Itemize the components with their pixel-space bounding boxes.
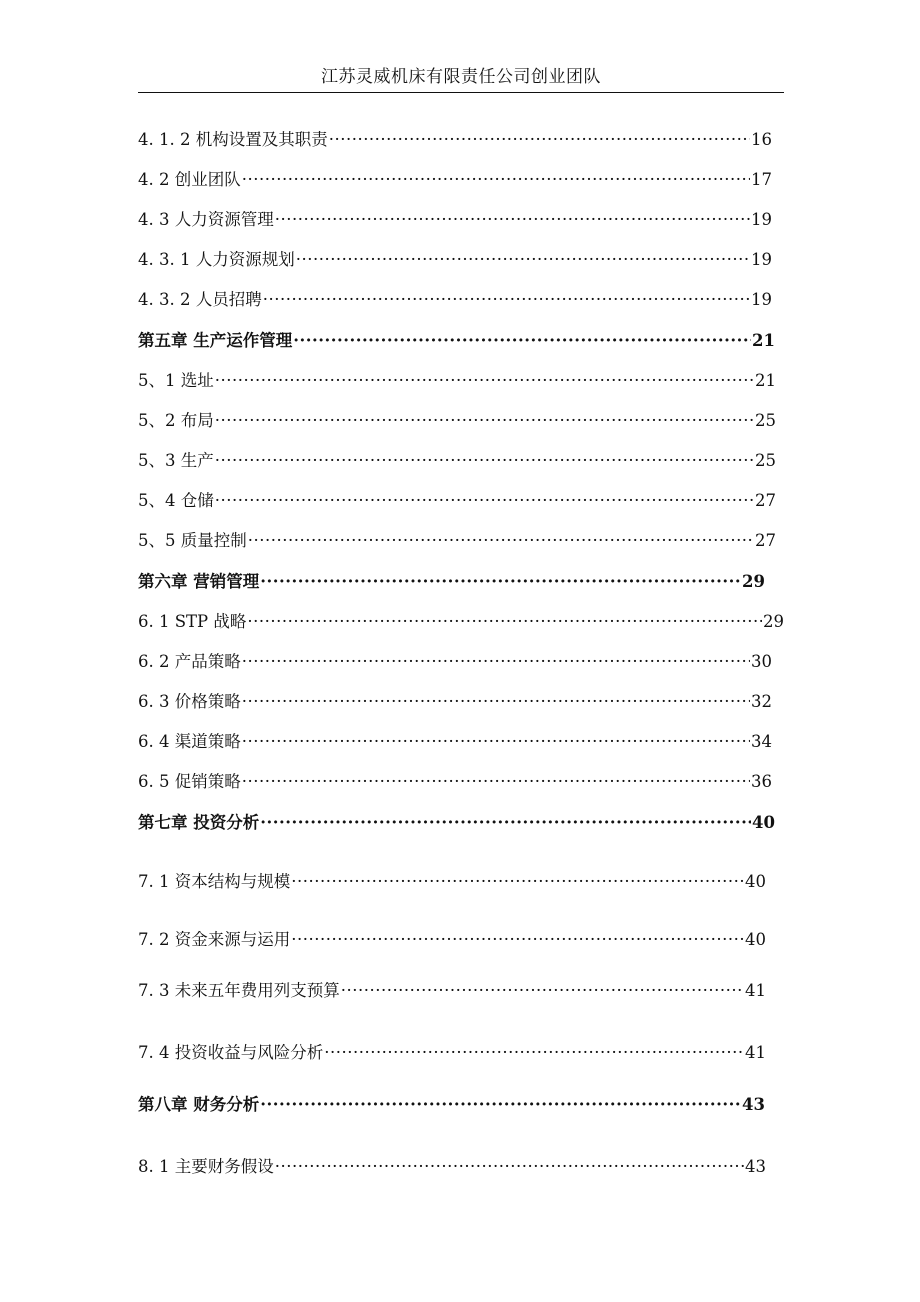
toc-entry-page-number: 27 — [755, 491, 776, 510]
toc-entry-label: 6. 3 价格策略 — [138, 692, 241, 711]
toc-entry-label: 5、5 质量控制 — [138, 531, 247, 550]
toc-leader-dots — [329, 129, 750, 151]
toc-entry-page-number: 25 — [755, 411, 776, 430]
toc-entry[interactable] — [138, 129, 772, 151]
toc-entry-label: 7. 2 资金来源与运用 — [138, 930, 291, 949]
toc-chapter-entry[interactable] — [138, 571, 765, 593]
toc-entry-label: 4. 2 创业团队 — [138, 170, 241, 189]
toc-leader-dots — [260, 1094, 741, 1116]
toc-entry[interactable] — [138, 370, 776, 392]
toc-entry-label: 第七章 投资分析 — [138, 813, 260, 832]
toc-leader-dots — [291, 929, 744, 951]
toc-entry-page-number: 27 — [755, 531, 776, 550]
toc-entry-label: 8. 1 主要财务假设 — [138, 1157, 274, 1176]
toc-leader-dots — [215, 450, 754, 472]
toc-entry[interactable] — [138, 980, 766, 1002]
toc-entry[interactable] — [138, 410, 776, 432]
toc-entry-page-number: 21 — [755, 371, 776, 390]
toc-entry[interactable] — [138, 1042, 766, 1064]
toc-chapter-entry[interactable] — [138, 812, 775, 834]
toc-entry-page-number: 16 — [751, 130, 772, 149]
toc-leader-dots — [341, 980, 744, 1002]
toc-chapter-entry[interactable] — [138, 330, 775, 352]
toc-entry-label: 4. 3. 2 人员招聘 — [138, 290, 262, 309]
header-rule — [138, 92, 784, 93]
toc-entry-label: 7. 1 资本结构与规模 — [138, 872, 291, 891]
toc-leader-dots — [242, 651, 750, 673]
toc-entry-label: 第六章 营销管理 — [138, 572, 260, 591]
toc-entry-page-number: 29 — [763, 612, 784, 631]
toc-entry[interactable] — [138, 169, 772, 191]
toc-entry-label: 5、2 布局 — [138, 411, 214, 430]
toc-entry[interactable] — [138, 1156, 766, 1178]
toc-entry-page-number: 43 — [745, 1157, 766, 1176]
toc-entry[interactable] — [138, 450, 776, 472]
toc-leader-dots — [263, 289, 750, 311]
toc-entry[interactable] — [138, 249, 772, 271]
toc-entry-page-number: 19 — [751, 250, 772, 269]
toc-entry-page-number: 30 — [751, 652, 772, 671]
toc-entry-page-number: 19 — [751, 290, 772, 309]
toc-chapter-entry[interactable] — [138, 1094, 765, 1116]
toc-leader-dots — [293, 330, 751, 352]
toc-leader-dots — [242, 169, 750, 191]
toc-entry-page-number: 43 — [742, 1095, 765, 1114]
toc-entry[interactable] — [138, 731, 772, 753]
toc-leader-dots — [324, 1042, 744, 1064]
toc-entry-label: 第八章 财务分析 — [138, 1095, 260, 1114]
toc-entry[interactable] — [138, 490, 776, 512]
toc-entry-label: 5、3 生产 — [138, 451, 214, 470]
toc-leader-dots — [247, 611, 762, 633]
toc-entry-label: 6. 4 渠道策略 — [138, 732, 241, 751]
toc-entry-page-number: 34 — [751, 732, 772, 751]
toc-leader-dots — [242, 691, 750, 713]
toc-entry-page-number: 36 — [751, 772, 772, 791]
toc-entry[interactable] — [138, 771, 772, 793]
toc-leader-dots — [242, 771, 750, 793]
toc-entry-label: 5、4 仓储 — [138, 491, 214, 510]
toc-entry-label: 第五章 生产运作管理 — [138, 331, 293, 350]
toc-leader-dots — [248, 530, 754, 552]
toc-entry[interactable] — [138, 871, 766, 893]
toc-entry[interactable] — [138, 289, 772, 311]
toc-entry-page-number: 41 — [745, 981, 766, 1000]
toc-entry-page-number: 40 — [752, 813, 775, 832]
toc-entry-label: 4. 1. 2 机构设置及其职责 — [138, 130, 328, 149]
toc-leader-dots — [215, 370, 754, 392]
toc-entry-page-number: 25 — [755, 451, 776, 470]
toc-leader-dots — [275, 209, 750, 231]
toc-entry-page-number: 40 — [745, 930, 766, 949]
toc-entry-page-number: 17 — [751, 170, 772, 189]
toc-entry-label: 6. 2 产品策略 — [138, 652, 241, 671]
toc-entry[interactable] — [138, 611, 784, 633]
toc-entry[interactable] — [138, 929, 766, 951]
toc-leader-dots — [260, 571, 741, 593]
toc-leader-dots — [296, 249, 750, 271]
toc-entry-page-number: 40 — [745, 872, 766, 891]
toc-entry-label: 7. 3 未来五年费用列支预算 — [138, 981, 340, 1000]
toc-entry-page-number: 41 — [745, 1043, 766, 1062]
toc-leader-dots — [260, 812, 751, 834]
toc-leader-dots — [215, 490, 754, 512]
toc-entry[interactable] — [138, 209, 772, 231]
toc-entry[interactable] — [138, 651, 772, 673]
toc-leader-dots — [215, 410, 754, 432]
toc-entry[interactable] — [138, 691, 772, 713]
toc-entry-label: 4. 3. 1 人力资源规划 — [138, 250, 295, 269]
toc-entry-label: 6. 5 促销策略 — [138, 772, 241, 791]
toc-leader-dots — [275, 1156, 744, 1178]
toc-leader-dots — [242, 731, 750, 753]
toc-entry-page-number: 19 — [751, 210, 772, 229]
toc-entry-page-number: 21 — [752, 331, 775, 350]
toc-entry-label: 5、1 选址 — [138, 371, 214, 390]
page-header-title: 江苏灵威机床有限责任公司创业团队 — [321, 67, 601, 87]
toc-entry-label: 6. 1 STP 战略 — [138, 612, 247, 631]
toc-entry-page-number: 29 — [742, 572, 765, 591]
toc-entry-label: 4. 3 人力资源管理 — [138, 210, 274, 229]
toc-entry[interactable] — [138, 530, 776, 552]
toc-entry-label: 7. 4 投资收益与风险分析 — [138, 1043, 324, 1062]
toc-leader-dots — [291, 871, 744, 893]
toc-entry-page-number: 32 — [751, 692, 772, 711]
